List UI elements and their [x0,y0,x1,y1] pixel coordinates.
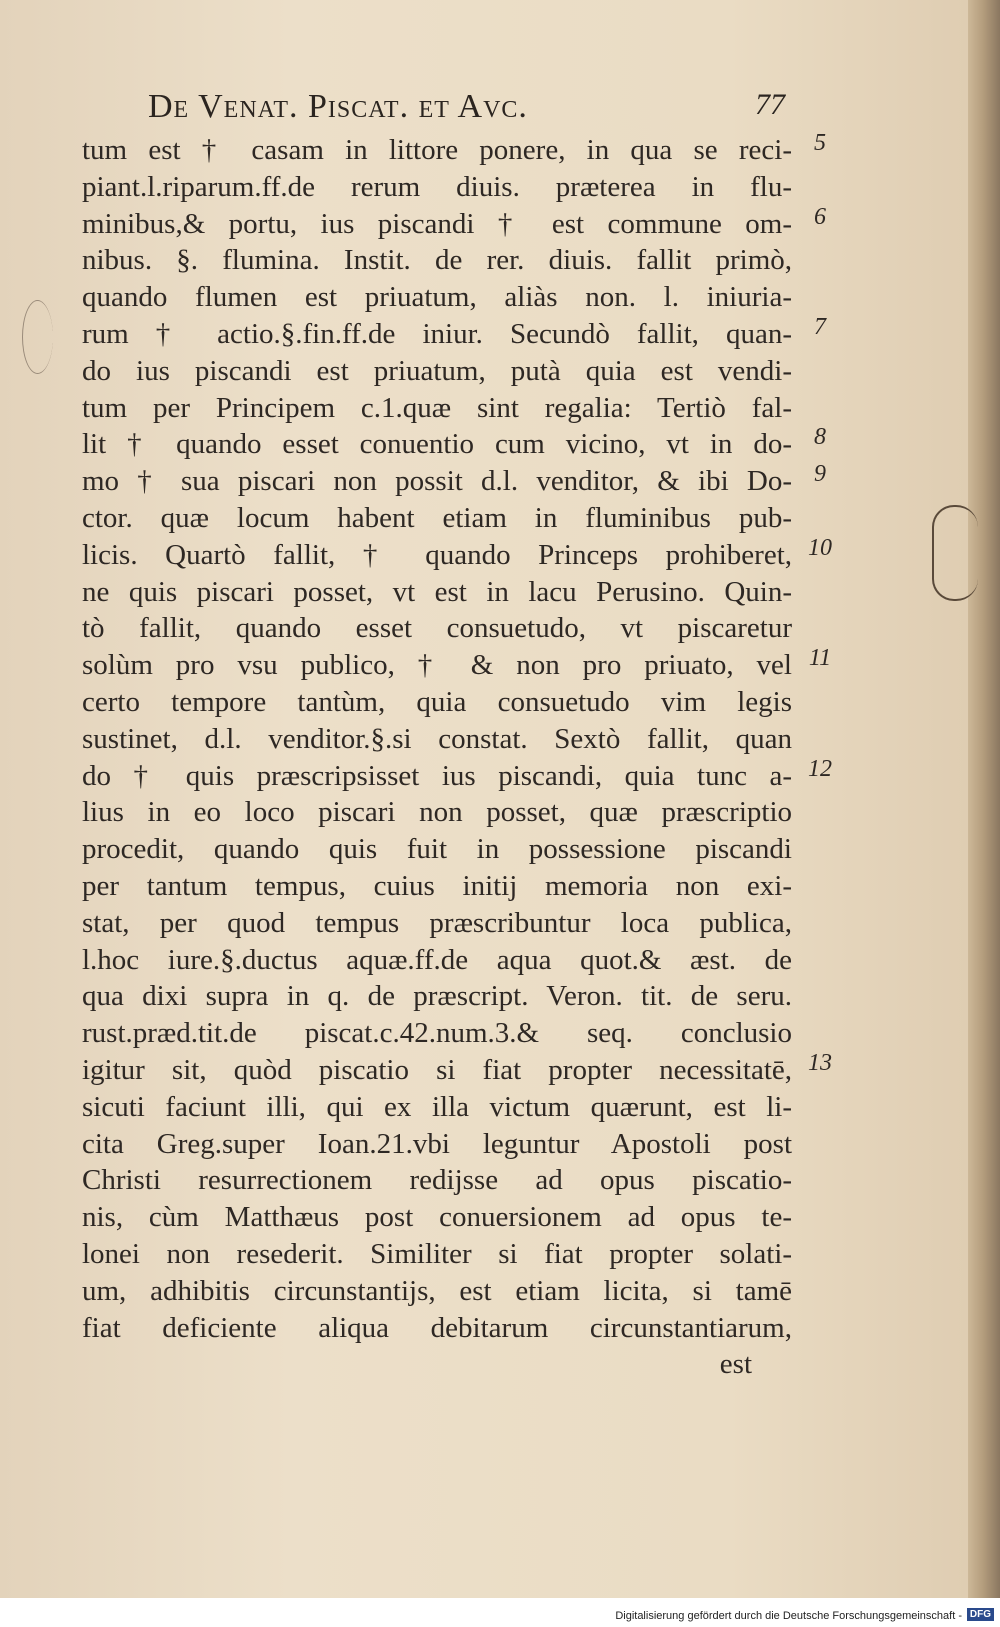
text-line: Christi resurrectionem redijsse ad opus piscatio- [82,1164,792,1197]
text-line: sicuti faciunt illi, qui ex illa victum quærunt, est li- [82,1090,792,1123]
margin-number: 5 [814,130,826,156]
text-line: ctor. quæ locum habent etiam in fluminibus pub- [82,502,792,534]
text-line: solùm pro vsu publico, † & non pro priuato, vel [82,649,792,682]
running-head: De Venat. Piscat. et Avc. [148,88,528,125]
margin-number: 10 [808,534,832,561]
text-line: per tantum tempus, cuius initij memoria non exi- [82,870,792,902]
text-line: nis, cùm Matthæus post conuersionem ad opus te- [82,1201,792,1234]
margin-number: 8 [814,424,826,451]
text-line: ne quis piscari posset, vt est in lacu Perusino. Quin- [82,575,792,608]
text-line: cita Greg.super Ioan.21.vbi leguntur Apostoli post [82,1127,792,1160]
text-line: piant.l.riparum.ff.de rerum diuis. præterea in flu- [82,170,792,203]
text-line: certo tempore tantùm, quia consuetudo vim legis [82,686,792,718]
text-line: igitur sit, quòd piscatio si fiat propter necessitatē, [82,1054,792,1086]
pencil-mark [22,300,53,374]
text-line: mo † sua piscari non possit d.l. venditor, & ibi Do- [82,465,792,498]
text-line: lius in eo loco piscari non posset, quæ præscriptio [82,796,792,829]
clasp-mark [932,505,978,601]
margin-number: 7 [814,314,826,340]
text-line: tum est † casam in littore ponere, in qua se reci- [82,134,792,166]
text-line: lonei non resederit. Similiter si fiat propter solati- [82,1238,792,1270]
text-line: stat, per quod tempus præscribuntur loca publica, [82,906,792,939]
text-line: tò fallit, quando esset consuetudo, vt piscaretur [82,612,792,645]
text-line: est [719,1348,752,1381]
text-line: procedit, quando quis fuit in possessione piscandi [82,833,792,866]
page-number: 77 [755,88,785,121]
footer-credit: Digitalisierung gefördert durch die Deutsche Forschungsgemeinschaft - [615,1610,962,1622]
text-line: quando flumen est priuatum, aliàs non. l. iniuria- [82,281,792,314]
margin-number: 13 [808,1050,832,1076]
text-line: lit † quando esset conuentio cum vicino, vt in do- [82,428,792,461]
text-line: l.hoc iure.§.ductus aquæ.ff.de aqua quot.& æst. de [82,943,792,976]
margin-number: 6 [814,203,826,230]
text-line: rust.præd.tit.de piscat.c.42.num.3.& seq. conclusio [82,1017,792,1050]
text-line: sustinet, d.l. venditor.§.si constat. Sextò fallit, quan [82,722,792,755]
text-line: rum † actio.§.fin.ff.de iniur. Secundò fallit, quan- [82,318,792,350]
margin-number: 12 [808,755,832,782]
dfg-logo: DFG [967,1608,994,1621]
text-line: minibus,& portu, ius piscandi † est commune om- [82,207,792,240]
text-line: do † quis præscripsisset ius piscandi, quia tunc a- [82,759,792,792]
margin-number: 9 [814,461,826,488]
margin-number: 11 [808,645,832,672]
text-line: do ius piscandi est priuatum, putà quia est vendi- [82,354,792,387]
text-line: licis. Quartò fallit, † quando Princeps prohiberet, [82,538,792,571]
text-line: um, adhibitis circunstantijs, est etiam licita, si tamē [82,1274,792,1307]
text-line: nibus. §. flumina. Instit. de rer. diuis. fallit primò, [82,244,792,277]
text-line: fiat deficiente aliqua debitarum circunstantiarum, [82,1311,792,1344]
text-line: qua dixi supra in q. de præscript. Veron. tit. de seru. [82,980,792,1013]
text-line: tum per Principem c.1.quæ sint regalia: Tertiò fal- [82,391,792,424]
page-edge [968,0,1000,1598]
